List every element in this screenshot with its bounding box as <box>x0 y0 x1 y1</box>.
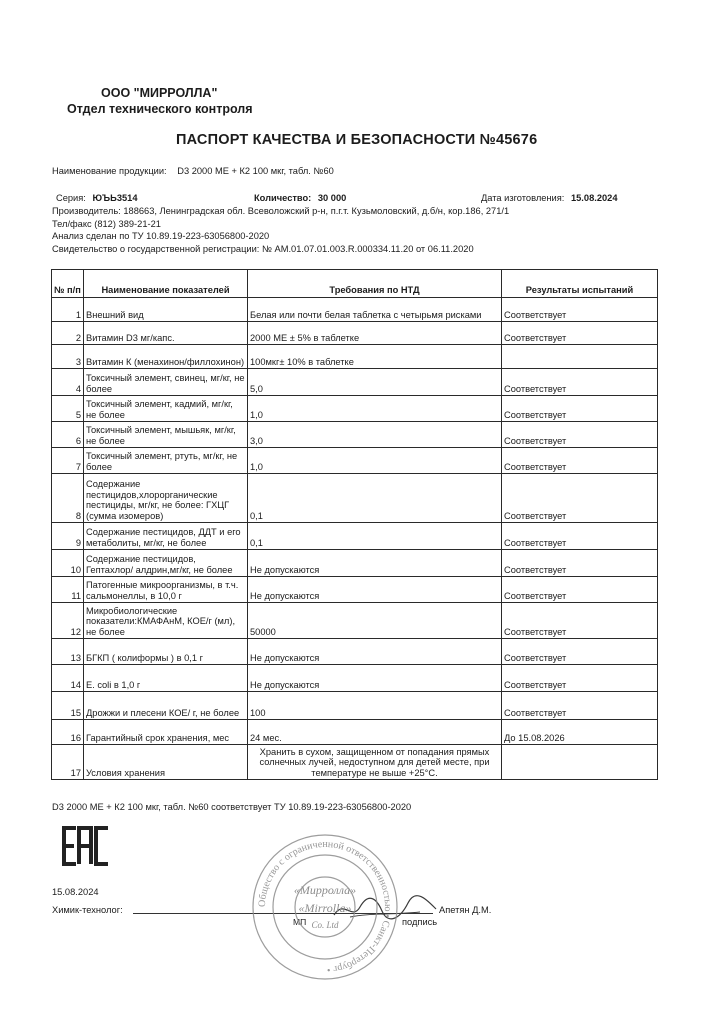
phone-line: Тел/факс (812) 389-21-21 <box>52 219 161 229</box>
row-num: 5 <box>52 396 84 422</box>
row-result: Соответствует <box>502 474 658 523</box>
row-result: Соответствует <box>502 448 658 474</box>
row-num: 11 <box>52 577 84 603</box>
row-num: 8 <box>52 474 84 523</box>
row-name: Витамин D3 мг/капс. <box>84 322 248 345</box>
row-requirement: Белая или почти белая таблетка с четырьмя рисками <box>248 298 502 322</box>
row-num: 9 <box>52 523 84 550</box>
row-requirement: Хранить в сухом, защищенном от попадания прямых солнечных лучей, недоступном для детей месте, при температуре не выше +25°С. <box>248 745 502 780</box>
department-name: Отдел технического контроля <box>67 102 253 116</box>
row-result: Соответствует <box>502 665 658 692</box>
row-result <box>502 345 658 369</box>
row-name: Содержание пестицидов, ДДТ и его метаболиты, мг/кг, не более <box>84 523 248 550</box>
row-result: Соответствует <box>502 298 658 322</box>
header-results: Результаты испытаний <box>502 270 658 298</box>
manufacturer-line: Производитель: 188663, Ленинградская обл. Всеволожский р-н, п.г.т. Кузьмоловский, д.б/н, кор.186, 271/1 <box>52 206 510 216</box>
row-requirement: 24 мес. <box>248 720 502 745</box>
header-requirements: Требования по НТД <box>248 270 502 298</box>
table-header-row <box>52 270 658 298</box>
series-value: ЮЪЬ3514 <box>92 193 138 203</box>
row-num: 1 <box>52 298 84 322</box>
row-result <box>502 745 658 780</box>
table-row <box>52 720 658 745</box>
row-requirement: 3,0 <box>248 422 502 448</box>
svg-text:Co. Ltd: Co. Ltd <box>311 920 339 930</box>
table-row <box>52 422 658 448</box>
table-row <box>52 665 658 692</box>
row-name: Токсичный элемент, кадмий, мг/кг, не более <box>84 396 248 422</box>
row-name: БГКП ( колиформы ) в 0,1 г <box>84 639 248 665</box>
document-title: ПАСПОРТ КАЧЕСТВА И БЕЗОПАСНОСТИ №45676 <box>176 132 538 148</box>
conformity-statement: D3 2000 МЕ + К2 100 мкг, табл. №60 соответствует ТУ 10.89.19-223-63056800-2020 <box>52 802 412 812</box>
table-row <box>52 345 658 369</box>
row-num: 10 <box>52 550 84 577</box>
table-row <box>52 369 658 396</box>
table-row <box>52 577 658 603</box>
manufacture-date-label: Дата изготовления: <box>481 193 565 203</box>
row-num: 2 <box>52 322 84 345</box>
row-requirement: 100мкг± 10% в таблетке <box>248 345 502 369</box>
manufacture-date-field <box>481 193 618 203</box>
row-name: Содержание пестицидов, Гептахлор/ алдрин,мг/кг, не более <box>84 550 248 577</box>
quantity-label: Количество: <box>254 193 312 203</box>
quantity-value: 30 000 <box>317 193 347 203</box>
table-row <box>52 523 658 550</box>
series-field <box>56 193 138 203</box>
stamp-place-label: МП <box>293 917 307 927</box>
product-value: D3 2000 МЕ + К2 100 мкг, табл. №60 <box>177 166 334 176</box>
row-name: Токсичный элемент, ртуть, мг/кг, не более <box>84 448 248 474</box>
row-requirement: 5,0 <box>248 369 502 396</box>
row-num: 12 <box>52 603 84 639</box>
table-row <box>52 474 658 523</box>
table-row <box>52 603 658 639</box>
row-result: Соответствует <box>502 523 658 550</box>
row-name: Условия хранения <box>84 745 248 780</box>
table-row <box>52 550 658 577</box>
row-result: Соответствует <box>502 422 658 448</box>
chemist-label: Химик-технолог: <box>52 905 123 915</box>
row-result: Соответствует <box>502 639 658 665</box>
product-label: Наименование продукции: <box>52 166 167 176</box>
series-label: Серия: <box>56 193 86 203</box>
row-name: Микробиологические показатели:КМАФАнМ, КОЕ/г (мл), не более <box>84 603 248 639</box>
certificate-line: Свидетельство о государственной регистрации: № AM.01.07.01.003.R.000334.11.20 от 06.11.2020 <box>52 244 474 254</box>
row-requirement: 0,1 <box>248 474 502 523</box>
company-name: ООО "МИРРОЛЛА" <box>101 86 218 100</box>
row-num: 15 <box>52 692 84 720</box>
chemist-name: Апетян Д.М. <box>439 905 492 915</box>
quality-table <box>51 269 658 780</box>
row-requirement: Не допускаются <box>248 550 502 577</box>
row-name: Гарантийный срок хранения, мес <box>84 720 248 745</box>
row-requirement: Не допускаются <box>248 577 502 603</box>
table-row <box>52 448 658 474</box>
eac-mark-icon <box>62 826 110 866</box>
product-row <box>52 166 334 176</box>
row-requirement: 2000 МЕ ± 5% в таблетке <box>248 322 502 345</box>
row-result: Соответствует <box>502 603 658 639</box>
row-num: 14 <box>52 665 84 692</box>
svg-text:«Мирролла»: «Мирролла» <box>293 883 357 897</box>
row-result: Соответствует <box>502 550 658 577</box>
table-row <box>52 745 658 780</box>
row-name: E. coli в 1,0 г <box>84 665 248 692</box>
row-requirement: 0,1 <box>248 523 502 550</box>
svg-text:Общество с ограниченной ответс: Общество с ограниченной ответственностью • Санкт-Петербург • <box>256 838 394 975</box>
company-stamp-icon <box>250 832 400 982</box>
row-name: Содержание пестицидов,хлорорганические пестициды, мг/кг, не более: ГХЦГ (сумма изомеров) <box>84 474 248 523</box>
row-requirement: 100 <box>248 692 502 720</box>
row-num: 4 <box>52 369 84 396</box>
row-name: Токсичный элемент, мышьяк, мг/кг, не более <box>84 422 248 448</box>
row-num: 17 <box>52 745 84 780</box>
table-row <box>52 322 658 345</box>
row-requirement: 1,0 <box>248 396 502 422</box>
row-result: Соответствует <box>502 369 658 396</box>
row-num: 6 <box>52 422 84 448</box>
analysis-line: Анализ сделан по ТУ 10.89.19-223-63056800-2020 <box>52 231 270 241</box>
table-row <box>52 396 658 422</box>
signature-caption: подпись <box>402 917 438 927</box>
signature-date: 15.08.2024 <box>52 887 99 897</box>
table-row <box>52 298 658 322</box>
row-result: Соответствует <box>502 577 658 603</box>
row-requirement: Не допускаются <box>248 639 502 665</box>
row-name: Токсичный элемент, свинец, мг/кг, не более <box>84 369 248 396</box>
row-num: 16 <box>52 720 84 745</box>
table-row <box>52 639 658 665</box>
quantity-field <box>254 193 346 203</box>
row-num: 13 <box>52 639 84 665</box>
manufacture-date-value: 15.08.2024 <box>570 193 618 203</box>
header-name: Наименование показателей <box>84 270 248 298</box>
row-name: Витамин К (менахинон/филлохинон) <box>84 345 248 369</box>
table-row <box>52 692 658 720</box>
row-result: Соответствует <box>502 322 658 345</box>
row-requirement: Не допускаются <box>248 665 502 692</box>
row-num: 3 <box>52 345 84 369</box>
row-name: Патогенные микроорганизмы, в т.ч. сальмонеллы, в 10,0 г <box>84 577 248 603</box>
row-name: Дрожжи и плесени КОЕ/ г, не более <box>84 692 248 720</box>
row-result: До 15.08.2026 <box>502 720 658 745</box>
row-requirement: 50000 <box>248 603 502 639</box>
row-requirement: 1,0 <box>248 448 502 474</box>
row-num: 7 <box>52 448 84 474</box>
row-result: Соответствует <box>502 396 658 422</box>
header-num: № п/п <box>52 270 84 298</box>
svg-text:«Mirrolla»: «Mirrolla» <box>298 901 352 915</box>
row-result: Соответствует <box>502 692 658 720</box>
row-name: Внешний вид <box>84 298 248 322</box>
